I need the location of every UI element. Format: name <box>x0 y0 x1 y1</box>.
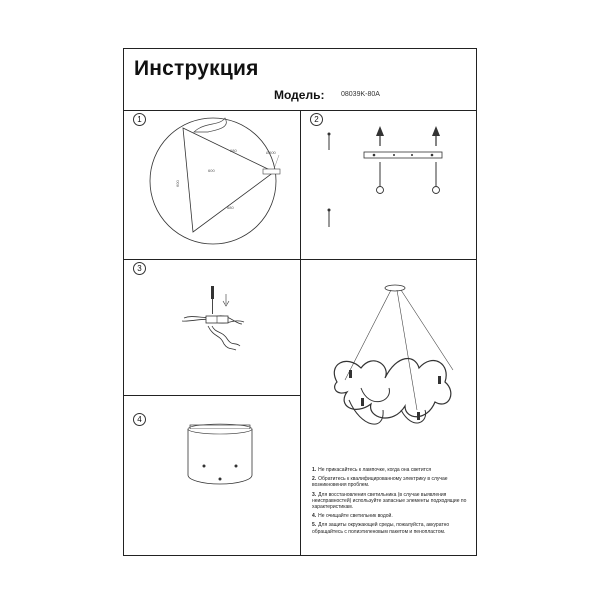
safety-notes <box>312 467 472 538</box>
note-item: 2. Обратитесь к квалифицированному электрику в случае возникновения проблем. <box>312 476 448 489</box>
step-number-4: 4 <box>133 413 146 426</box>
cable-connector-icon <box>194 118 226 132</box>
step4-canopy-diagram <box>124 396 300 555</box>
page-title: Инструкция <box>134 57 259 80</box>
dimension-label-4: 600 <box>208 168 215 173</box>
step-number-2: 2 <box>310 113 323 126</box>
step-number-1: 1 <box>133 113 146 126</box>
canopy-bracket <box>190 425 250 429</box>
screw-icon-1 <box>328 133 331 151</box>
dimension-label-3: 680 <box>227 205 234 210</box>
wire-icon-4 <box>208 326 236 350</box>
canopy-body <box>188 429 252 484</box>
screwdriver-icon <box>211 286 214 299</box>
screw-icon-2 <box>328 209 331 228</box>
step-number-3: 3 <box>133 262 146 275</box>
step1-layout-diagram <box>124 110 300 259</box>
anchor-icon-left <box>376 126 384 194</box>
dimension-label-1: 680 <box>230 148 237 153</box>
note-item: 4. Не очищайте светильник водой. <box>312 513 393 520</box>
bulb-icon-3 <box>361 398 364 406</box>
model-label: Модель: <box>274 88 325 102</box>
bulb-icon-1 <box>349 370 352 378</box>
bulb-icon-2 <box>438 376 441 384</box>
mounting-bracket <box>364 152 442 158</box>
canopy-circle <box>150 118 276 244</box>
instruction-sheet <box>123 48 477 556</box>
chandelier-illustration <box>301 260 476 465</box>
triangle-cable-layout <box>183 128 274 232</box>
step3-wiring-diagram <box>124 260 300 395</box>
mounting-bar-icon <box>263 169 280 174</box>
wire-icon-3 <box>212 326 240 346</box>
note-item: 3. Для восстановления светильника (в случае выявления неисправностей) используйте запасные элементы подходящие по характеристикам. <box>312 491 467 511</box>
canopy-icon <box>385 285 405 291</box>
note-item: 5. Для защиты окружающей среды, пожалуйста, аккуратно обращайтесь с полиэтиленовым пакетом и пенопластом. <box>312 522 450 535</box>
anchor-icon-right <box>432 126 440 194</box>
chandelier-ring <box>334 359 451 419</box>
suspension-cable-2 <box>397 290 417 410</box>
bulb-icon-4 <box>417 412 420 420</box>
dimension-label-2: 600 <box>175 180 180 187</box>
note-item: 1. Не прикасайтесь к лампочке, когда она светится <box>312 467 432 473</box>
step2-bracket-diagram <box>301 110 476 259</box>
model-value: 08039K-80A <box>341 91 380 98</box>
diameter-label: Ø600 <box>266 150 276 155</box>
header <box>124 49 476 111</box>
